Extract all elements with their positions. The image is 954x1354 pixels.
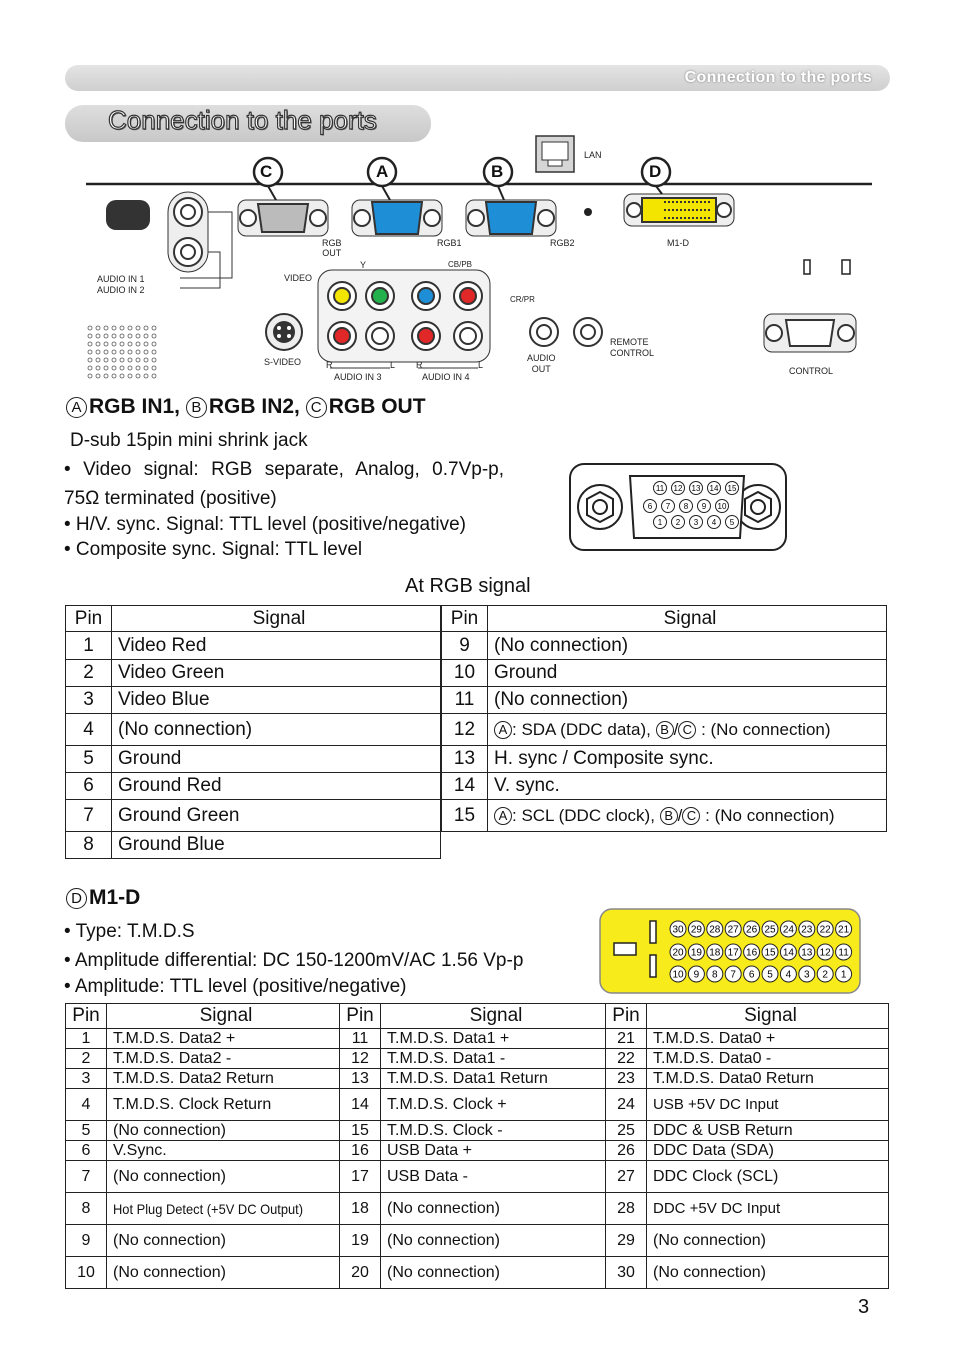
table-row: 2 T.M.D.S. Data2 - 12 T.M.D.S. Data1 - 22 T.M.D.S. Data0 - bbox=[66, 1049, 889, 1069]
pin-number: 4 bbox=[711, 518, 717, 527]
m1d-desc-line-1: • Type: T.M.D.S bbox=[64, 921, 195, 942]
audio-in-4-r-label: R bbox=[416, 360, 423, 370]
audio-out-label: AUDIO OUT bbox=[527, 353, 556, 374]
circled-a: A bbox=[494, 807, 512, 825]
circled-b: B bbox=[656, 721, 674, 739]
pin-number: 10 bbox=[672, 969, 684, 981]
header-section-title: Connection to the ports bbox=[684, 69, 872, 86]
table-header-row: Pin Signal Pin Signal Pin Signal bbox=[66, 1004, 889, 1029]
pin-number: 9 bbox=[701, 502, 707, 511]
audio-in-4-l-label: L bbox=[478, 360, 484, 370]
pin-number: 17 bbox=[727, 947, 739, 959]
pin-number: 29 bbox=[690, 924, 702, 936]
pin-number: 20 bbox=[672, 947, 684, 959]
s-video-label: S-VIDEO bbox=[264, 357, 302, 367]
cr-pr-label: CR/PR bbox=[510, 295, 535, 304]
table-row: 6 V.Sync. 16 USB Data + 26 DDC Data (SDA) bbox=[66, 1141, 889, 1161]
rgb1-port-icon bbox=[352, 200, 442, 236]
table-row: 7 (No connection) 17 USB Data - 27 DDC Clock (SCL) bbox=[66, 1161, 889, 1193]
m1d-pinout-diagram bbox=[598, 907, 864, 995]
dsub15-pinout-diagram bbox=[568, 462, 790, 552]
lan-port-icon bbox=[536, 136, 574, 172]
circled-c: C bbox=[678, 721, 696, 739]
rgb-out-port-icon bbox=[238, 200, 328, 236]
page-title: Connection to the ports bbox=[108, 105, 377, 135]
pin-number: 24 bbox=[782, 924, 794, 936]
table-header-row bbox=[66, 606, 441, 632]
pin-number: 13 bbox=[801, 947, 813, 959]
pin-number: 5 bbox=[729, 518, 735, 527]
table-row: 4 (No connection) bbox=[66, 714, 441, 746]
table-row: 10 (No connection) 20 (No connection) 30 (No connection) bbox=[66, 1257, 889, 1289]
component-video-jacks bbox=[318, 270, 490, 368]
video-label: VIDEO bbox=[284, 273, 313, 283]
rgb1-label: RGB1 bbox=[437, 238, 462, 248]
table-row: 10 Ground bbox=[442, 660, 887, 687]
pin-number: 3 bbox=[693, 518, 699, 527]
col-pin: Pin bbox=[66, 606, 112, 632]
audio-in-1-label: AUDIO IN 1 bbox=[97, 274, 145, 284]
rgb-desc-line-5: • Composite sync. Signal: TTL level bbox=[64, 539, 363, 560]
pin-number: 2 bbox=[675, 518, 681, 527]
pin-number: 14 bbox=[782, 947, 794, 959]
rgb-section-heading: A RGB IN1, B RGB IN2, C RGB OUT bbox=[66, 395, 426, 419]
pin-number: 30 bbox=[672, 924, 684, 936]
rgb-desc-line-1: D-sub 15pin mini shrink jack bbox=[70, 430, 308, 451]
callout-b-label: B bbox=[491, 162, 504, 181]
pin-number: 6 bbox=[748, 969, 755, 981]
rear-panel-diagram bbox=[80, 130, 880, 390]
rgb2-port-icon bbox=[466, 200, 556, 236]
s-video-jack-icon bbox=[266, 314, 302, 350]
table-header-row bbox=[442, 606, 887, 632]
pin-number: 15 bbox=[764, 947, 776, 959]
pin-number: 12 bbox=[819, 947, 831, 959]
circled-d: D bbox=[66, 888, 87, 909]
table-row: 8 Ground Blue bbox=[66, 832, 441, 859]
pin-number: 1 bbox=[657, 518, 663, 527]
table-row: 9 (No connection) bbox=[442, 632, 887, 660]
pin-number: 1 bbox=[840, 969, 847, 981]
pin-number: 13 bbox=[691, 484, 701, 493]
pin-number: 15 bbox=[727, 484, 737, 493]
page-number: 3 bbox=[858, 1296, 870, 1318]
pin-number: 18 bbox=[709, 947, 721, 959]
rgb-table-caption: At RGB signal bbox=[405, 575, 531, 597]
pin-number: 10 bbox=[717, 502, 727, 511]
rgb-out-label: RGB OUT bbox=[322, 238, 342, 258]
pin-number: 25 bbox=[764, 924, 776, 936]
audio-in-3-label: AUDIO IN 3 bbox=[334, 372, 382, 382]
rgb-pin-table-left bbox=[65, 605, 441, 859]
table-row: 6 Ground Red bbox=[66, 773, 441, 800]
callout-c-label: C bbox=[260, 162, 273, 181]
pin-number: 8 bbox=[712, 969, 718, 981]
table-row: 12 A : SDA (DDC data), B / C : (No connection) bbox=[442, 714, 887, 746]
rgb-desc-line-3: 75Ω terminated (positive) bbox=[64, 488, 277, 509]
audio-in-3-r-label: R bbox=[326, 360, 333, 370]
col-pin: Pin bbox=[442, 606, 488, 632]
callout-d-label: D bbox=[649, 162, 662, 181]
pin-number: 22 bbox=[819, 924, 831, 936]
m1d-desc-line-2: • Amplitude differential: DC 150-1200mV/AC 1.56 Vp-p bbox=[64, 950, 524, 971]
pin-number: 3 bbox=[804, 969, 810, 981]
table-row: 5 (No connection) 15 T.M.D.S. Clock - 25 DDC & USB Return bbox=[66, 1121, 889, 1141]
table-row: 2 Video Green bbox=[66, 660, 441, 687]
circled-b: B bbox=[660, 807, 678, 825]
audio-in-2-label: AUDIO IN 2 bbox=[97, 285, 145, 295]
pin-number: 7 bbox=[665, 502, 671, 511]
rgb2-label: RGB2 bbox=[550, 238, 575, 248]
pin-number: 11 bbox=[655, 484, 665, 493]
pin-number: 2 bbox=[822, 969, 828, 981]
table-row: 3 T.M.D.S. Data2 Return 13 T.M.D.S. Data1 Return 23 T.M.D.S. Data0 Return bbox=[66, 1069, 889, 1089]
table-row: 15 A : SCL (DDC clock), B / C : (No connection) bbox=[442, 800, 887, 832]
pin-number: 16 bbox=[746, 947, 758, 959]
table-row: 9 (No connection) 19 (No connection) 29 (No connection) bbox=[66, 1225, 889, 1257]
m1d-desc-line-3: • Amplitude: TTL level (positive/negative) bbox=[64, 976, 407, 997]
pin-number: 7 bbox=[730, 969, 736, 981]
pin-number: 12 bbox=[673, 484, 683, 493]
pin-number: 26 bbox=[746, 924, 758, 936]
rgb-desc-line-2: • Video signal: RGB separate, Analog, 0.7Vp-p, bbox=[64, 459, 504, 480]
table-row: 1 T.M.D.S. Data2 + 11 T.M.D.S. Data1 + 21 T.M.D.S. Data0 + bbox=[66, 1029, 889, 1049]
table-row: 4 T.M.D.S. Clock Return 14 T.M.D.S. Clock + 24 USB +5V DC Input bbox=[66, 1089, 889, 1121]
pin-number: 19 bbox=[690, 947, 702, 959]
audio-in-4-label: AUDIO IN 4 bbox=[422, 372, 470, 382]
pin-number: 4 bbox=[785, 969, 792, 981]
table-row: 11 (No connection) bbox=[442, 687, 887, 714]
col-signal: Signal bbox=[488, 606, 887, 632]
pin-number: 5 bbox=[767, 969, 773, 981]
circled-c: C bbox=[306, 397, 327, 418]
rgb-pin-table-right bbox=[441, 605, 887, 832]
pin-number: 23 bbox=[801, 924, 813, 936]
circled-a: A bbox=[66, 397, 87, 418]
pin-number: 6 bbox=[647, 502, 653, 511]
pin-number: 27 bbox=[727, 924, 739, 936]
y-label: Y bbox=[360, 260, 367, 270]
circled-a: A bbox=[494, 721, 512, 739]
col-signal: Signal bbox=[112, 606, 441, 632]
pin-number: 9 bbox=[693, 969, 700, 981]
table-row: 14 V. sync. bbox=[442, 773, 887, 800]
table-row: 3 Video Blue bbox=[66, 687, 441, 714]
m1d-label: M1-D bbox=[667, 238, 689, 248]
cb-pb-label: CB/PB bbox=[448, 260, 473, 269]
m1d-pin-table bbox=[65, 1003, 889, 1289]
callout-a-label: A bbox=[376, 162, 389, 181]
table-row: 1 Video Red bbox=[66, 632, 441, 660]
pin-number: 8 bbox=[683, 502, 689, 511]
m1d-port-icon bbox=[624, 194, 734, 226]
lan-label: LAN bbox=[584, 150, 602, 160]
pin-number: 11 bbox=[838, 947, 849, 959]
audio-in-1-2-jacks bbox=[168, 192, 232, 288]
m1d-section-heading: D M1-D bbox=[66, 886, 140, 910]
rgb-desc-line-4: • H/V. sync. Signal: TTL level (positive/negative) bbox=[64, 514, 466, 535]
table-row: 5 Ground bbox=[66, 746, 441, 773]
table-row: 7 Ground Green bbox=[66, 800, 441, 832]
control-port-icon bbox=[764, 314, 856, 352]
table-row: 8 Hot Plug Detect (+5V DC Output) 18 (No connection) 28 DDC +5V DC Input bbox=[66, 1193, 889, 1225]
pin-number: 21 bbox=[838, 924, 850, 936]
circled-c: C bbox=[682, 807, 700, 825]
pin-number: 14 bbox=[709, 484, 719, 493]
remote-control-label: REMOTE CONTROL bbox=[610, 337, 655, 358]
speaker-grille bbox=[88, 326, 156, 378]
circled-b: B bbox=[186, 397, 207, 418]
pin-number: 28 bbox=[709, 924, 721, 936]
table-row: 13 H. sync / Composite sync. bbox=[442, 746, 887, 773]
audio-in-3-l-label: L bbox=[390, 360, 396, 370]
control-label: CONTROL bbox=[789, 366, 834, 376]
